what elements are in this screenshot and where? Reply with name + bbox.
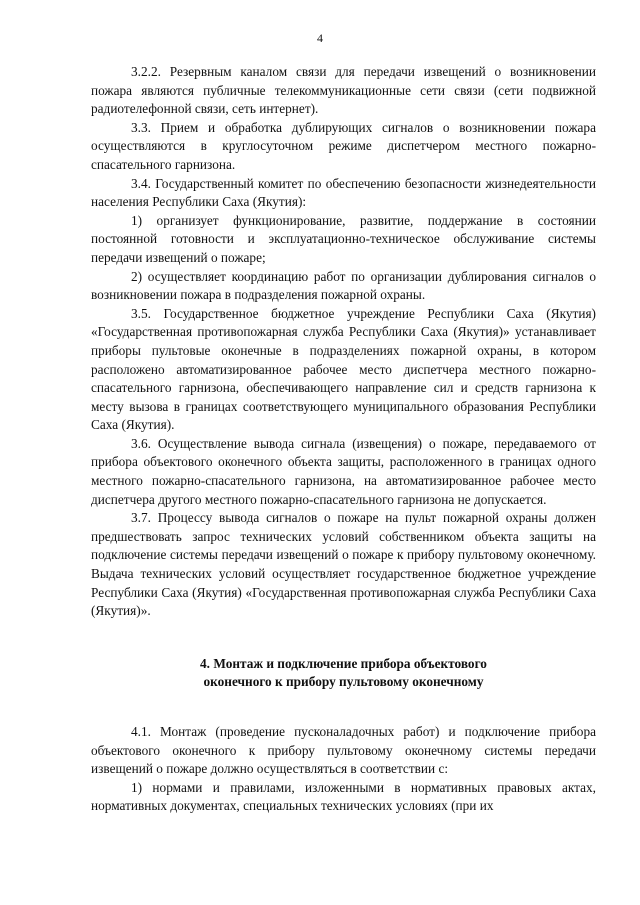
section-heading-line-2: оконечного к прибору пультовому оконечному xyxy=(203,674,484,690)
paragraph-3-4-item-2: 2) осуществляет координацию работ по организации дублирования сигналов о возникновении пожара в подразделения пожарной охраны. xyxy=(91,268,596,303)
paragraph-4-1: 4.1. Монтаж (проведение пусконаладочных работ) и подключение прибора объектового оконечного к прибору пультовому оконечному системы передачи извещений о пожаре должно осуществляться в соответствии с: xyxy=(91,724,596,777)
paragraph-3-6: 3.6. Осуществление вывода сигнала (извещения) о пожаре, передаваемого от прибора объектового оконечного объекта защиты, расположенного в границах одного местного пожарно-спасательного гарнизона, на автоматизированное рабочее место диспетчера другого местного пожарно-спасательного гарнизона не допускается. xyxy=(91,435,596,507)
paragraph-3-4: 3.4. Государственный комитет по обеспечению безопасности жизнедеятельности населения Республики Саха (Якутия): xyxy=(91,175,596,210)
paragraph-3-5: 3.5. Государственное бюджетное учреждение Республики Саха (Якутия) «Государственная противопожарная служба Республики Саха (Якутия)» устанавливает приборы пультовые оконечные в подразделениях пожарной охраны, в котором расположено автоматизированное рабочее место диспетчера местного пожарно-спасательного гарнизона, обеспечивающего направление сил и средств гарнизона к месту вызова в границах соответствующего муниципального образования Республики Саха (Якутия). xyxy=(91,305,596,433)
section-4-heading xyxy=(91,655,596,692)
paragraph-4-1-item-1: 1) нормами и правилами, изложенными в нормативных правовых актах, нормативных документах, специальных технических условиях (при их xyxy=(91,779,596,814)
document-body xyxy=(91,63,596,816)
page-number: 4 xyxy=(317,31,323,45)
paragraph-3-7: 3.7. Процессу вывода сигналов о пожаре на пульт пожарной охраны должен предшествовать запрос технических условий собственником объекта защиты на подключение системы передачи извещений о пожаре к прибору пультовому оконечному. Выдача технических условий осуществляет государственное бюджетное учреждение Республики Саха (Якутия) «Государственная противопожарная служба Республики Саха (Якутия)». xyxy=(91,510,596,619)
paragraph-3-2-2: 3.2.2. Резервным каналом связи для передачи извещений о возникновении пожара являются публичные телекоммуникационные сети связи (сети подвижной радиотелефонной связи, сеть интернет). xyxy=(91,64,596,117)
paragraph-3-4-item-1: 1) организует функционирование, развитие, поддержание в состоянии постоянной готовности и эксплуатационно-техническое обслуживание системы передачи извещений о пожаре; xyxy=(91,212,596,265)
section-heading-line-1: 4. Монтаж и подключение прибора объектового xyxy=(200,655,487,671)
paragraph-3-3: 3.3. Прием и обработка дублирующих сигналов о возникновении пожара осуществляются в круглосуточном режиме диспетчером местного пожарно-спасательного гарнизона. xyxy=(91,119,596,172)
